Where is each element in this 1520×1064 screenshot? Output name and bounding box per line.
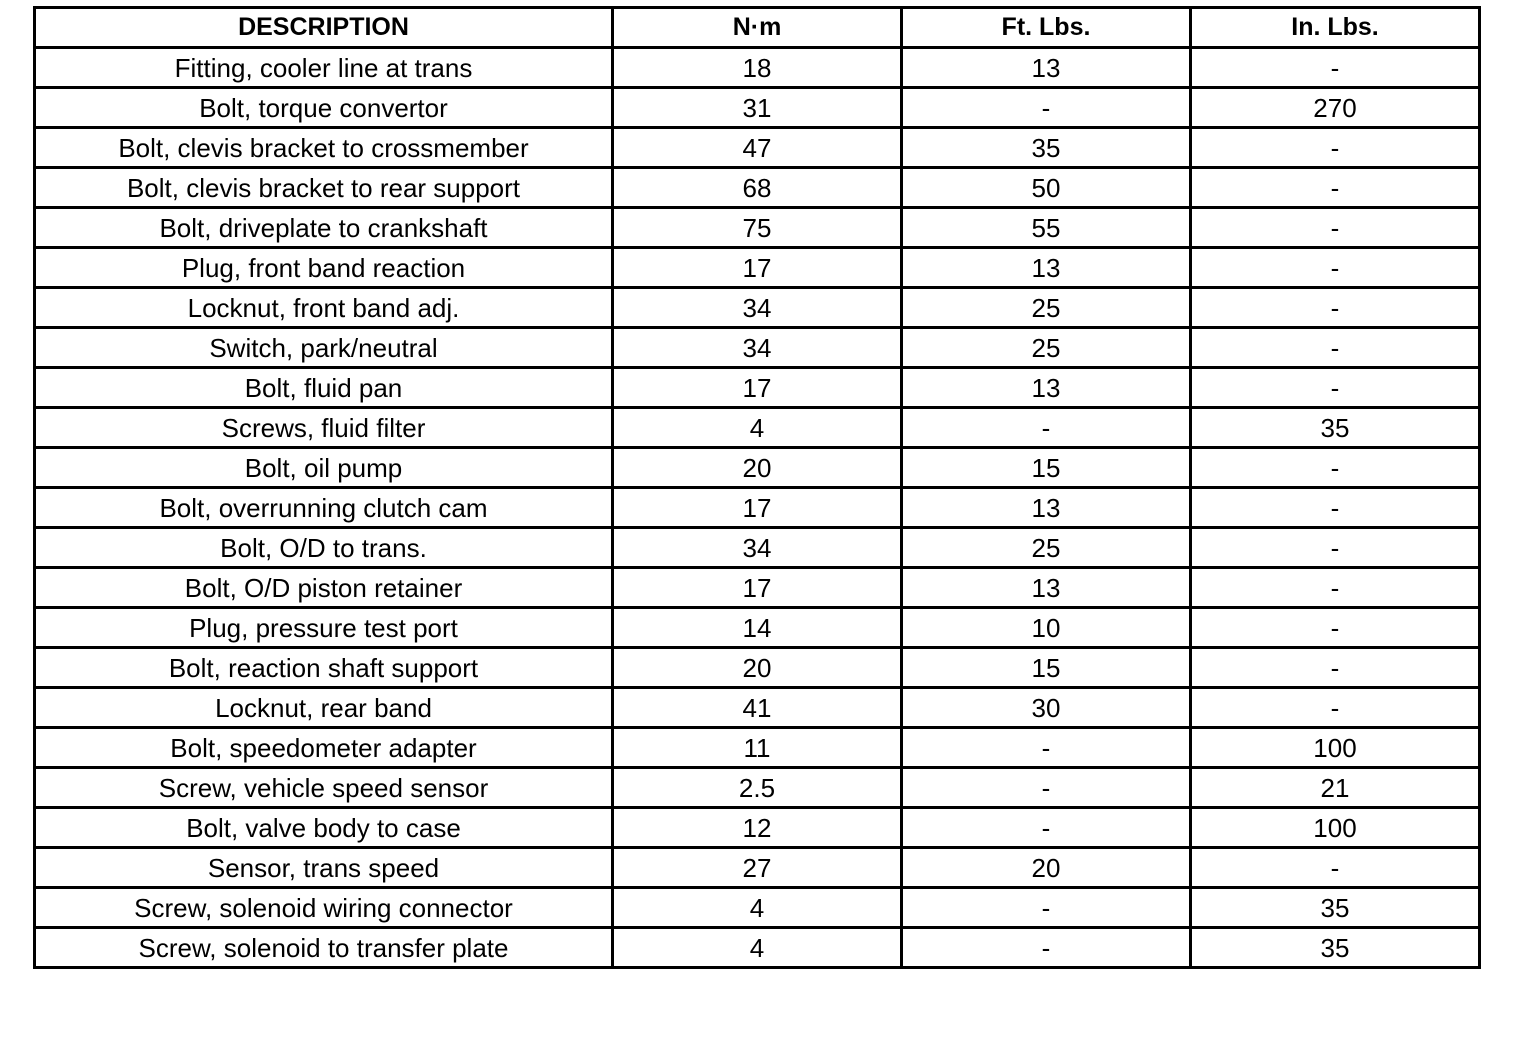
cell-description: Locknut, rear band <box>35 688 613 728</box>
cell-description: Screw, vehicle speed sensor <box>35 768 613 808</box>
cell-description: Bolt, O/D piston retainer <box>35 568 613 608</box>
cell-foot-pounds: 15 <box>902 648 1191 688</box>
cell-description: Plug, front band reaction <box>35 248 613 288</box>
table-header-row <box>35 8 1480 48</box>
cell-inch-pounds: - <box>1191 368 1480 408</box>
cell-description: Bolt, valve body to case <box>35 808 613 848</box>
cell-foot-pounds: 13 <box>902 488 1191 528</box>
table-row <box>35 328 1480 368</box>
cell-inch-pounds: - <box>1191 848 1480 888</box>
header-foot-pounds: Ft. Lbs. <box>902 8 1191 48</box>
cell-newton-meters: 20 <box>613 448 902 488</box>
cell-inch-pounds: - <box>1191 648 1480 688</box>
table-row <box>35 648 1480 688</box>
cell-inch-pounds: - <box>1191 128 1480 168</box>
cell-foot-pounds: - <box>902 88 1191 128</box>
cell-description: Screws, fluid filter <box>35 408 613 448</box>
cell-inch-pounds: - <box>1191 248 1480 288</box>
cell-description: Fitting, cooler line at trans <box>35 48 613 88</box>
cell-description: Locknut, front band adj. <box>35 288 613 328</box>
cell-inch-pounds: - <box>1191 168 1480 208</box>
cell-foot-pounds: 25 <box>902 288 1191 328</box>
cell-foot-pounds: 55 <box>902 208 1191 248</box>
cell-inch-pounds: - <box>1191 328 1480 368</box>
table-row <box>35 128 1480 168</box>
table-row <box>35 608 1480 648</box>
cell-newton-meters: 18 <box>613 48 902 88</box>
cell-foot-pounds: 13 <box>902 248 1191 288</box>
cell-description: Bolt, reaction shaft support <box>35 648 613 688</box>
cell-inch-pounds: - <box>1191 448 1480 488</box>
cell-newton-meters: 14 <box>613 608 902 648</box>
table-row <box>35 848 1480 888</box>
cell-foot-pounds: 35 <box>902 128 1191 168</box>
table-row <box>35 888 1480 928</box>
cell-description: Plug, pressure test port <box>35 608 613 648</box>
cell-inch-pounds: - <box>1191 208 1480 248</box>
cell-inch-pounds: - <box>1191 48 1480 88</box>
table-row <box>35 408 1480 448</box>
table-row <box>35 488 1480 528</box>
table-row <box>35 208 1480 248</box>
cell-foot-pounds: - <box>902 408 1191 448</box>
cell-foot-pounds: - <box>902 808 1191 848</box>
cell-newton-meters: 31 <box>613 88 902 128</box>
cell-description: Sensor, trans speed <box>35 848 613 888</box>
cell-newton-meters: 17 <box>613 368 902 408</box>
cell-inch-pounds: 21 <box>1191 768 1480 808</box>
cell-newton-meters: 20 <box>613 648 902 688</box>
torque-spec-table <box>33 6 1481 969</box>
cell-newton-meters: 34 <box>613 328 902 368</box>
cell-description: Bolt, clevis bracket to rear support <box>35 168 613 208</box>
cell-inch-pounds: - <box>1191 608 1480 648</box>
cell-description: Screw, solenoid wiring connector <box>35 888 613 928</box>
cell-foot-pounds: 25 <box>902 528 1191 568</box>
cell-foot-pounds: 50 <box>902 168 1191 208</box>
cell-newton-meters: 17 <box>613 488 902 528</box>
cell-newton-meters: 2.5 <box>613 768 902 808</box>
cell-foot-pounds: - <box>902 888 1191 928</box>
cell-newton-meters: 41 <box>613 688 902 728</box>
cell-description: Bolt, driveplate to crankshaft <box>35 208 613 248</box>
cell-foot-pounds: 30 <box>902 688 1191 728</box>
cell-foot-pounds: 10 <box>902 608 1191 648</box>
table-row <box>35 568 1480 608</box>
table-row <box>35 528 1480 568</box>
cell-newton-meters: 4 <box>613 928 902 968</box>
cell-description: Bolt, clevis bracket to crossmember <box>35 128 613 168</box>
cell-inch-pounds: - <box>1191 488 1480 528</box>
cell-description: Bolt, O/D to trans. <box>35 528 613 568</box>
cell-inch-pounds: - <box>1191 688 1480 728</box>
cell-newton-meters: 34 <box>613 288 902 328</box>
cell-newton-meters: 11 <box>613 728 902 768</box>
cell-description: Switch, park/neutral <box>35 328 613 368</box>
cell-inch-pounds: 100 <box>1191 808 1480 848</box>
table-row <box>35 928 1480 968</box>
table-row <box>35 48 1480 88</box>
cell-description: Bolt, speedometer adapter <box>35 728 613 768</box>
cell-inch-pounds: - <box>1191 288 1480 328</box>
cell-description: Bolt, fluid pan <box>35 368 613 408</box>
cell-foot-pounds: 13 <box>902 48 1191 88</box>
cell-foot-pounds: 13 <box>902 368 1191 408</box>
header-newton-meters: N·m <box>613 8 902 48</box>
cell-description: Bolt, overrunning clutch cam <box>35 488 613 528</box>
cell-inch-pounds: - <box>1191 568 1480 608</box>
cell-description: Bolt, oil pump <box>35 448 613 488</box>
table-row <box>35 728 1480 768</box>
cell-description: Bolt, torque convertor <box>35 88 613 128</box>
cell-inch-pounds: 270 <box>1191 88 1480 128</box>
cell-foot-pounds: - <box>902 768 1191 808</box>
cell-newton-meters: 75 <box>613 208 902 248</box>
table-row <box>35 248 1480 288</box>
cell-foot-pounds: 15 <box>902 448 1191 488</box>
cell-inch-pounds: - <box>1191 528 1480 568</box>
cell-newton-meters: 27 <box>613 848 902 888</box>
cell-inch-pounds: 100 <box>1191 728 1480 768</box>
cell-newton-meters: 17 <box>613 568 902 608</box>
cell-newton-meters: 12 <box>613 808 902 848</box>
table-row <box>35 768 1480 808</box>
cell-newton-meters: 34 <box>613 528 902 568</box>
cell-inch-pounds: 35 <box>1191 888 1480 928</box>
table-row <box>35 688 1480 728</box>
table-row <box>35 808 1480 848</box>
table-row <box>35 88 1480 128</box>
cell-inch-pounds: 35 <box>1191 928 1480 968</box>
cell-description: Screw, solenoid to transfer plate <box>35 928 613 968</box>
table-row <box>35 448 1480 488</box>
table-row <box>35 168 1480 208</box>
cell-foot-pounds: - <box>902 928 1191 968</box>
cell-newton-meters: 47 <box>613 128 902 168</box>
cell-foot-pounds: 13 <box>902 568 1191 608</box>
header-description: DESCRIPTION <box>35 8 613 48</box>
cell-inch-pounds: 35 <box>1191 408 1480 448</box>
cell-newton-meters: 68 <box>613 168 902 208</box>
cell-newton-meters: 17 <box>613 248 902 288</box>
cell-newton-meters: 4 <box>613 408 902 448</box>
cell-foot-pounds: - <box>902 728 1191 768</box>
cell-newton-meters: 4 <box>613 888 902 928</box>
table-row <box>35 368 1480 408</box>
table-row <box>35 288 1480 328</box>
cell-foot-pounds: 20 <box>902 848 1191 888</box>
header-inch-pounds: In. Lbs. <box>1191 8 1480 48</box>
cell-foot-pounds: 25 <box>902 328 1191 368</box>
